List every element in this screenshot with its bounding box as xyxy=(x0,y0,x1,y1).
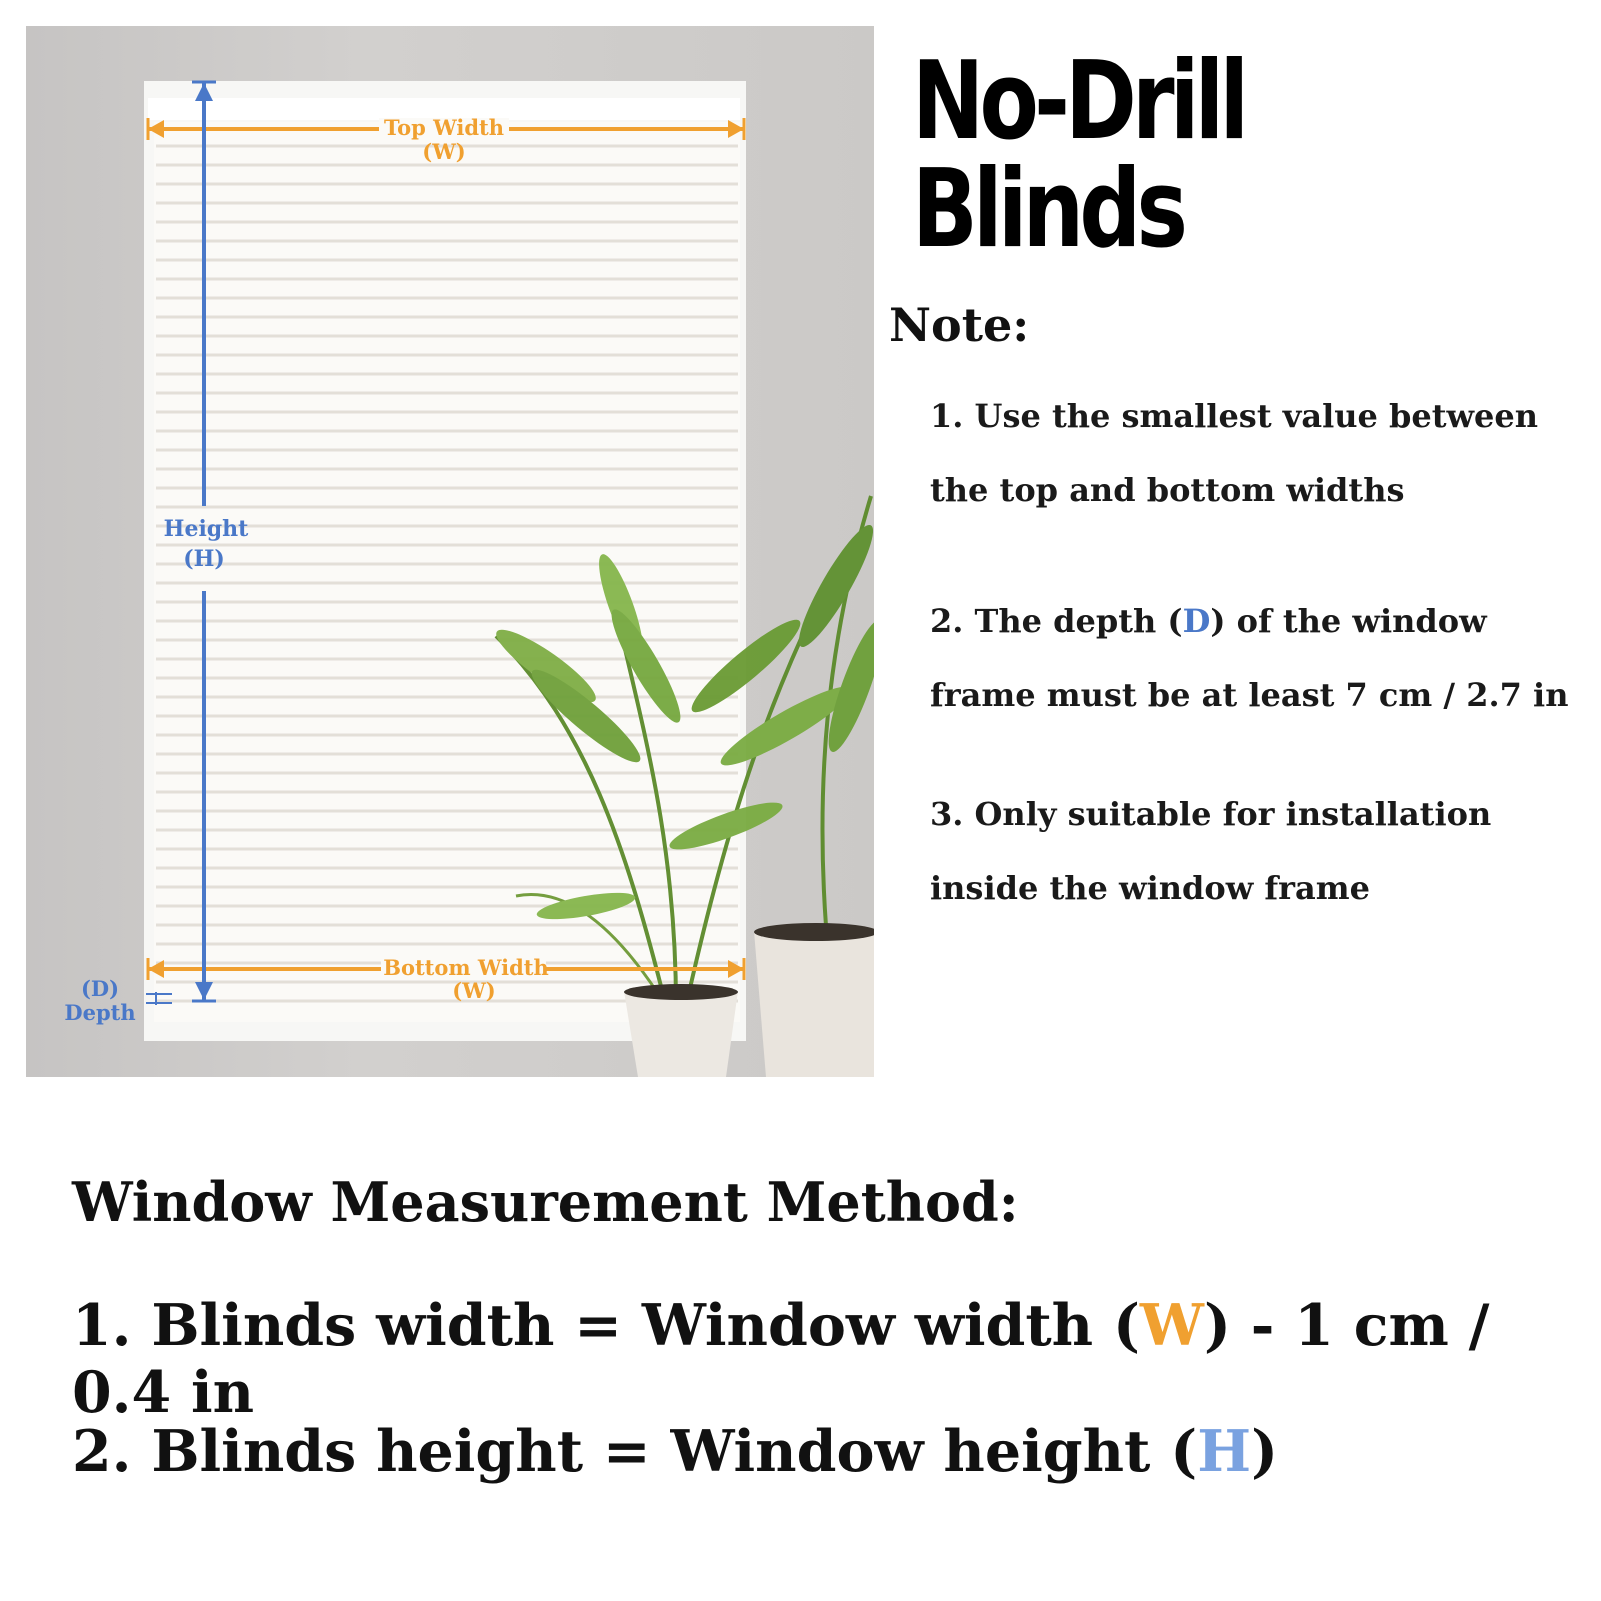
page-title: No-Drill Blinds xyxy=(912,39,1245,272)
height-formula-end: ) xyxy=(1251,1418,1279,1485)
width-formula-start: 1. Blinds width = Window width ( xyxy=(72,1292,1140,1359)
height-highlight: H xyxy=(1197,1418,1252,1485)
height-label: Height xyxy=(163,516,249,542)
height-formula-start: 2. Blinds height = Window height ( xyxy=(72,1418,1198,1485)
method-heading: Window Measurement Method: xyxy=(72,1170,1019,1234)
depth-label: Depth xyxy=(64,1000,136,1025)
top-width-label: Top Width xyxy=(383,115,505,140)
top-width-symbol: (W) xyxy=(422,139,466,164)
window-blinds-photo xyxy=(26,26,874,1077)
plant-pot-right xyxy=(754,931,874,1077)
height-symbol: (H) xyxy=(183,546,225,572)
width-highlight: W xyxy=(1139,1292,1204,1359)
depth-highlight: D xyxy=(1182,602,1211,640)
note-item-3: 3. Only suitable for installation inside the window frame xyxy=(930,795,1492,907)
width-formula-end: ) - 1 cm / 0.4 in xyxy=(72,1292,1490,1426)
blinds-diagram xyxy=(26,26,874,1077)
width-formula xyxy=(72,1292,1601,1426)
height-formula xyxy=(72,1418,1278,1485)
plant-pot xyxy=(624,991,738,1077)
bottom-width-label: Bottom Width xyxy=(383,955,549,980)
note-item-1: 1. Use the smallest value between the top and bottom widths xyxy=(930,397,1539,509)
bottom-width-symbol: (W) xyxy=(452,978,496,1003)
note-item-2-end: ) of the window frame must be at least 7 cm / 2.7 in xyxy=(930,602,1569,714)
depth-symbol: (D) xyxy=(80,976,120,1001)
note-item-2-start: 2. The depth ( xyxy=(930,602,1183,640)
note-heading: Note: xyxy=(889,298,1030,352)
note-item-2 xyxy=(930,584,1590,732)
